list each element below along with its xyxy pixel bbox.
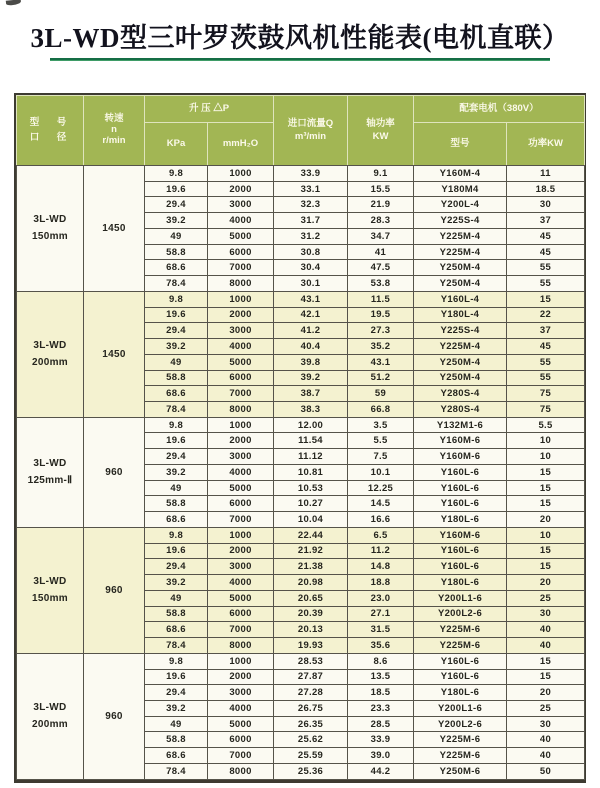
data-cell: 22 — [507, 307, 585, 323]
data-cell: 26.75 — [274, 700, 348, 716]
data-cell: 15 — [507, 543, 585, 559]
data-cell: 15 — [507, 480, 585, 496]
data-cell: 3000 — [208, 197, 274, 213]
data-cell: 40 — [507, 748, 585, 764]
data-cell: Y225M-4 — [414, 228, 507, 244]
data-cell: 14.8 — [348, 559, 414, 575]
data-cell: 3000 — [208, 685, 274, 701]
data-cell: 33.1 — [274, 181, 348, 197]
data-cell: 2000 — [208, 543, 274, 559]
data-cell: Y250M-4 — [414, 370, 507, 386]
data-cell: 13.5 — [348, 669, 414, 685]
speed-cell: 960 — [84, 417, 145, 527]
data-cell: 49 — [145, 480, 208, 496]
model-caliber-cell: 3L-WD 150mm — [17, 166, 84, 292]
data-cell: 12.00 — [274, 417, 348, 433]
data-cell: 32.3 — [274, 197, 348, 213]
data-cell: 3000 — [208, 323, 274, 339]
data-cell: 5000 — [208, 480, 274, 496]
data-cell: 2000 — [208, 433, 274, 449]
data-cell: 4000 — [208, 700, 274, 716]
data-cell: 30 — [507, 197, 585, 213]
data-cell: 9.8 — [145, 527, 208, 543]
data-cell: 22.44 — [274, 527, 348, 543]
data-cell: 39.2 — [145, 213, 208, 229]
data-cell: 7000 — [208, 512, 274, 528]
data-cell: 21.92 — [274, 543, 348, 559]
table-row — [17, 291, 585, 307]
data-cell: 9.8 — [145, 166, 208, 182]
header-pressure-rise: 升 压 △P — [145, 96, 274, 123]
data-cell: 75 — [507, 402, 585, 418]
data-cell: 1000 — [208, 527, 274, 543]
data-cell: 30.1 — [274, 276, 348, 292]
data-cell: 19.6 — [145, 307, 208, 323]
data-cell: Y225M-6 — [414, 748, 507, 764]
data-cell: 19.6 — [145, 433, 208, 449]
data-cell: Y250M-6 — [414, 763, 507, 779]
data-cell: 34.7 — [348, 228, 414, 244]
speed-cell: 1450 — [84, 166, 145, 292]
data-cell: 3000 — [208, 559, 274, 575]
header-kpa: KPa — [145, 123, 208, 166]
data-cell: 16.6 — [348, 512, 414, 528]
data-cell: 7000 — [208, 748, 274, 764]
data-cell: 15.5 — [348, 181, 414, 197]
data-cell: Y225M-6 — [414, 638, 507, 654]
data-cell: 78.4 — [145, 402, 208, 418]
data-cell: 31.5 — [348, 622, 414, 638]
data-cell: 2000 — [208, 669, 274, 685]
data-cell: 51.2 — [348, 370, 414, 386]
data-cell: Y225S-4 — [414, 213, 507, 229]
data-cell: 15 — [507, 559, 585, 575]
data-cell: 18.5 — [507, 181, 585, 197]
data-cell: 49 — [145, 716, 208, 732]
data-cell: Y160M-6 — [414, 527, 507, 543]
data-cell: 20.98 — [274, 575, 348, 591]
data-cell: 29.4 — [145, 197, 208, 213]
data-cell: 37 — [507, 213, 585, 229]
data-cell: Y160L-6 — [414, 669, 507, 685]
data-cell: 11.12 — [274, 449, 348, 465]
data-cell: 39.2 — [145, 464, 208, 480]
data-cell: Y132M1-6 — [414, 417, 507, 433]
data-cell: 23.0 — [348, 590, 414, 606]
data-cell: 14.5 — [348, 496, 414, 512]
data-cell: 40.4 — [274, 339, 348, 355]
data-cell: 10.81 — [274, 464, 348, 480]
table-row — [17, 166, 585, 182]
data-cell: Y160L-6 — [414, 559, 507, 575]
table-row — [17, 527, 585, 543]
data-cell: 11 — [507, 166, 585, 182]
data-cell: 5.5 — [507, 417, 585, 433]
data-cell: 6000 — [208, 496, 274, 512]
data-cell: 68.6 — [145, 512, 208, 528]
speed-cell: 960 — [84, 527, 145, 653]
data-cell: 6000 — [208, 606, 274, 622]
data-cell: 39.2 — [145, 575, 208, 591]
data-cell: 3.5 — [348, 417, 414, 433]
data-cell: 10.53 — [274, 480, 348, 496]
data-cell: Y225S-4 — [414, 323, 507, 339]
data-cell: Y250M-4 — [414, 354, 507, 370]
data-cell: 31.2 — [274, 228, 348, 244]
data-cell: 10 — [507, 449, 585, 465]
header-shaft-power — [348, 96, 414, 166]
data-cell: 23.3 — [348, 700, 414, 716]
header-model-caliber — [17, 96, 84, 166]
data-cell: 68.6 — [145, 748, 208, 764]
data-cell: 11.54 — [274, 433, 348, 449]
title-underline — [50, 58, 550, 61]
data-cell: Y180L-6 — [414, 685, 507, 701]
data-cell: 1000 — [208, 653, 274, 669]
data-cell: 7000 — [208, 386, 274, 402]
data-cell: 27.28 — [274, 685, 348, 701]
data-cell: 4000 — [208, 464, 274, 480]
data-cell: 39.8 — [274, 354, 348, 370]
data-cell: 55 — [507, 370, 585, 386]
data-cell: 66.8 — [348, 402, 414, 418]
data-cell: 20.65 — [274, 590, 348, 606]
data-cell: 38.3 — [274, 402, 348, 418]
data-cell: 15 — [507, 496, 585, 512]
data-cell: 19.5 — [348, 307, 414, 323]
data-cell: Y180L-6 — [414, 575, 507, 591]
data-cell: 41.2 — [274, 323, 348, 339]
data-cell: 25.36 — [274, 763, 348, 779]
data-cell: 25 — [507, 700, 585, 716]
data-cell: 39.2 — [145, 339, 208, 355]
data-cell: Y180M4 — [414, 181, 507, 197]
data-cell: Y225M-4 — [414, 339, 507, 355]
data-cell: 55 — [507, 354, 585, 370]
data-cell: Y200L2-6 — [414, 716, 507, 732]
data-cell: 19.6 — [145, 181, 208, 197]
data-cell: 3000 — [208, 449, 274, 465]
data-cell: Y250M-4 — [414, 276, 507, 292]
data-cell: 58.8 — [145, 732, 208, 748]
data-cell: 49 — [145, 228, 208, 244]
data-cell: 9.1 — [348, 166, 414, 182]
data-cell: 53.8 — [348, 276, 414, 292]
data-cell: 43.1 — [348, 354, 414, 370]
model-caliber-cell: 3L-WD 125mm-Ⅱ — [17, 417, 84, 527]
data-cell: 38.7 — [274, 386, 348, 402]
data-cell: Y225M-6 — [414, 732, 507, 748]
data-cell: 33.9 — [348, 732, 414, 748]
header-speed-line2: n — [111, 124, 117, 136]
data-cell: 9.8 — [145, 417, 208, 433]
data-cell: 19.6 — [145, 669, 208, 685]
data-cell: 25.62 — [274, 732, 348, 748]
data-cell: 9.8 — [145, 653, 208, 669]
data-cell: 21.38 — [274, 559, 348, 575]
header-model-line1: 型 号 — [29, 117, 71, 129]
data-cell: 29.4 — [145, 559, 208, 575]
data-cell: 4000 — [208, 213, 274, 229]
data-cell: 6000 — [208, 732, 274, 748]
data-cell: 10.27 — [274, 496, 348, 512]
data-cell: 15 — [507, 464, 585, 480]
data-cell: 19.6 — [145, 543, 208, 559]
data-cell: 27.3 — [348, 323, 414, 339]
data-cell: 39.2 — [274, 370, 348, 386]
data-cell: 50 — [507, 763, 585, 779]
speed-cell: 960 — [84, 653, 145, 779]
data-cell: 8.6 — [348, 653, 414, 669]
table-row — [17, 417, 585, 433]
header-speed-line1: 转速 — [104, 113, 124, 125]
data-cell: 29.4 — [145, 685, 208, 701]
data-cell: 1000 — [208, 166, 274, 182]
data-cell: 20 — [507, 512, 585, 528]
performance-table-body — [17, 166, 585, 780]
table-row — [17, 653, 585, 669]
data-cell: 68.6 — [145, 386, 208, 402]
data-cell: 8000 — [208, 638, 274, 654]
data-cell: 68.6 — [145, 260, 208, 276]
header-model-line2: 口 径 — [29, 131, 71, 143]
data-cell: 21.9 — [348, 197, 414, 213]
data-cell: 4000 — [208, 575, 274, 591]
data-cell: 5000 — [208, 590, 274, 606]
header-flow-line1: 进口流量Q — [287, 117, 334, 129]
data-cell: 78.4 — [145, 276, 208, 292]
data-cell: 58.8 — [145, 370, 208, 386]
performance-table — [16, 95, 585, 780]
data-cell: Y200L2-6 — [414, 606, 507, 622]
header-inlet-flow — [274, 96, 348, 166]
data-cell: 58.8 — [145, 606, 208, 622]
data-cell: 40 — [507, 732, 585, 748]
data-cell: 2000 — [208, 307, 274, 323]
header-motor: 配套电机（380V） — [414, 96, 585, 123]
data-cell: 6000 — [208, 370, 274, 386]
data-cell: 47.5 — [348, 260, 414, 276]
data-cell: Y180L-6 — [414, 512, 507, 528]
header-motor-model: 型号 — [414, 123, 507, 166]
data-cell: 15 — [507, 669, 585, 685]
data-cell: 33.9 — [274, 166, 348, 182]
data-cell: Y160M-4 — [414, 166, 507, 182]
data-cell: Y225M-4 — [414, 244, 507, 260]
data-cell: 44.2 — [348, 763, 414, 779]
data-cell: 58.8 — [145, 496, 208, 512]
data-cell: 2000 — [208, 181, 274, 197]
data-cell: 5000 — [208, 716, 274, 732]
data-cell: 25.59 — [274, 748, 348, 764]
data-cell: 5000 — [208, 228, 274, 244]
data-cell: 1000 — [208, 417, 274, 433]
data-cell: 29.4 — [145, 449, 208, 465]
data-cell: 10 — [507, 433, 585, 449]
data-cell: 4000 — [208, 339, 274, 355]
data-cell: 7000 — [208, 260, 274, 276]
data-cell: Y280S-4 — [414, 386, 507, 402]
data-cell: 19.93 — [274, 638, 348, 654]
data-cell: 43.1 — [274, 291, 348, 307]
data-cell: 55 — [507, 276, 585, 292]
data-cell: 35.2 — [348, 339, 414, 355]
data-cell: Y225M-6 — [414, 622, 507, 638]
data-cell: 40 — [507, 622, 585, 638]
data-cell: 7000 — [208, 622, 274, 638]
data-cell: Y160L-6 — [414, 480, 507, 496]
data-cell: 49 — [145, 590, 208, 606]
data-cell: Y160L-6 — [414, 464, 507, 480]
data-cell: 9.8 — [145, 291, 208, 307]
data-cell: Y200L1-6 — [414, 590, 507, 606]
data-cell: 37 — [507, 323, 585, 339]
data-cell: 8000 — [208, 276, 274, 292]
data-cell: 8000 — [208, 402, 274, 418]
header-speed-line3: r/min — [102, 134, 126, 146]
data-cell: Y160L-4 — [414, 291, 507, 307]
data-cell: 11.5 — [348, 291, 414, 307]
data-cell: 15 — [507, 291, 585, 307]
data-cell: Y160M-6 — [414, 449, 507, 465]
header-mmh2o: mmH₂O — [208, 123, 274, 166]
data-cell: 55 — [507, 260, 585, 276]
data-cell: 20.13 — [274, 622, 348, 638]
data-cell: 78.4 — [145, 638, 208, 654]
data-cell: 27.87 — [274, 669, 348, 685]
data-cell: 1000 — [208, 291, 274, 307]
header-shaft-line1: 轴功率 — [366, 117, 395, 129]
data-cell: 15 — [507, 653, 585, 669]
model-caliber-cell: 3L-WD 200mm — [17, 291, 84, 417]
data-cell: 20 — [507, 575, 585, 591]
data-cell: 7.5 — [348, 449, 414, 465]
data-cell: 68.6 — [145, 622, 208, 638]
data-cell: 10 — [507, 527, 585, 543]
data-cell: Y160M-6 — [414, 433, 507, 449]
data-cell: 35.6 — [348, 638, 414, 654]
data-cell: 41 — [348, 244, 414, 260]
data-cell: 30 — [507, 716, 585, 732]
data-cell: 18.8 — [348, 575, 414, 591]
data-cell: 20.39 — [274, 606, 348, 622]
data-cell: 10.1 — [348, 464, 414, 480]
data-cell: Y160L-6 — [414, 653, 507, 669]
data-cell: 40 — [507, 638, 585, 654]
data-cell: 30.4 — [274, 260, 348, 276]
data-cell: Y200L-4 — [414, 197, 507, 213]
data-cell: 45 — [507, 244, 585, 260]
data-cell: 12.25 — [348, 480, 414, 496]
model-caliber-cell: 3L-WD 200mm — [17, 653, 84, 779]
performance-table-frame — [14, 93, 586, 783]
header-shaft-line2: KW — [372, 130, 389, 142]
data-cell: 49 — [145, 354, 208, 370]
data-cell: 25 — [507, 590, 585, 606]
data-cell: 30.8 — [274, 244, 348, 260]
data-cell: 28.53 — [274, 653, 348, 669]
header-motor-power: 功率KW — [507, 123, 585, 166]
data-cell: 5000 — [208, 354, 274, 370]
data-cell: 28.5 — [348, 716, 414, 732]
data-cell: 8000 — [208, 763, 274, 779]
data-cell: 10.04 — [274, 512, 348, 528]
data-cell: 20 — [507, 685, 585, 701]
data-cell: 39.2 — [145, 700, 208, 716]
data-cell: 5.5 — [348, 433, 414, 449]
data-cell: 6000 — [208, 244, 274, 260]
data-cell: 78.4 — [145, 763, 208, 779]
data-cell: 75 — [507, 386, 585, 402]
data-cell: 26.35 — [274, 716, 348, 732]
data-cell: Y200L1-6 — [414, 700, 507, 716]
data-cell: Y160L-6 — [414, 496, 507, 512]
data-cell: 45 — [507, 339, 585, 355]
data-cell: 58.8 — [145, 244, 208, 260]
data-cell: 31.7 — [274, 213, 348, 229]
data-cell: 11.2 — [348, 543, 414, 559]
data-cell: 42.1 — [274, 307, 348, 323]
data-cell: 6.5 — [348, 527, 414, 543]
data-cell: 30 — [507, 606, 585, 622]
data-cell: 59 — [348, 386, 414, 402]
page-title: 3L-WD型三叶罗茨鼓风机性能表(电机直联） — [30, 23, 570, 53]
header-speed — [84, 96, 145, 166]
data-cell: Y250M-4 — [414, 260, 507, 276]
data-cell: 28.3 — [348, 213, 414, 229]
data-cell: Y280S-4 — [414, 402, 507, 418]
data-cell: 29.4 — [145, 323, 208, 339]
data-cell: 39.0 — [348, 748, 414, 764]
header-flow-line2: m³/min — [294, 130, 327, 142]
data-cell: Y180L-4 — [414, 307, 507, 323]
data-cell: Y160L-6 — [414, 543, 507, 559]
table-header — [17, 96, 585, 166]
speed-cell: 1450 — [84, 291, 145, 417]
model-caliber-cell: 3L-WD 150mm — [17, 527, 84, 653]
data-cell: 18.5 — [348, 685, 414, 701]
data-cell: 45 — [507, 228, 585, 244]
data-cell: 27.1 — [348, 606, 414, 622]
